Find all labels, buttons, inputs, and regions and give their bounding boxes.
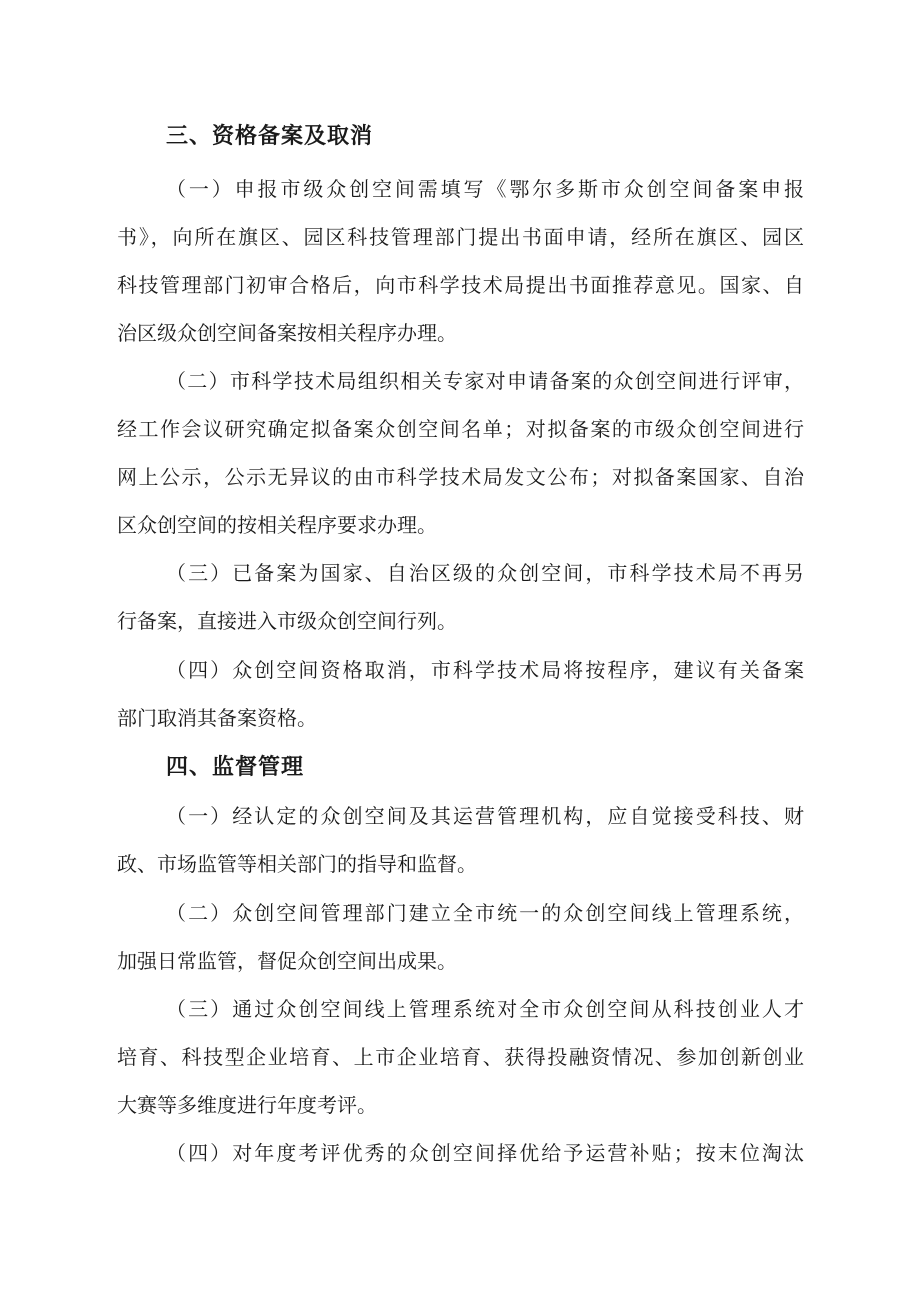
section-4-item-2-line-1: （二）众创空间管理部门建立全市统一的众创空间线上管理系统， (166, 901, 807, 925)
section-3-item-2-line-3: 网上公示，公示无异议的由市科学技术局发文公布；对拟备案国家、自治 (117, 465, 806, 489)
section-3-heading: 三、资格备案及取消 (166, 124, 374, 149)
section-3-item-2-line-2: 经工作会议研究确定拟备案众创空间名单；对拟备案的市级众创空间进行 (117, 417, 806, 441)
section-4-item-1-line-1: （一）经认定的众创空间及其运营管理机构，应自觉接受科技、财 (166, 804, 807, 828)
section-3-item-3-line-2: 行备案，直接进入市级众创空间行列。 (117, 609, 457, 633)
section-3-item-1-line-3: 科技管理部门初审合格后，向市科学技术局提出书面推荐意见。国家、自 (117, 273, 806, 297)
section-3-item-2-line-1: （二）市科学技术局组织相关专家对申请备案的众创空间进行评审， (166, 369, 806, 393)
section-3-item-1-line-4: 治区级众创空间备案按相关程序办理。 (117, 321, 457, 345)
section-3-item-3-line-1: （三）已备案为国家、自治区级的众创空间，市科学技术局不再另 (166, 561, 807, 585)
section-3-item-2-line-4: 区众创空间的按相关程序要求办理。 (117, 513, 437, 537)
section-4-item-4-line-1: （四）对年度考评优秀的众创空间择优给予运营补贴；按末位淘汰 (166, 1141, 807, 1165)
section-4-item-3-line-2: 培育、科技型企业培育、上市企业培育、获得投融资情况、参加创新创业 (117, 1045, 806, 1069)
section-4-item-2-line-2: 加强日常监管，督促众创空间出成果。 (117, 949, 457, 973)
section-4-item-3-line-3: 大赛等多维度进行年度考评。 (117, 1093, 377, 1117)
section-3-item-4-line-1: （四）众创空间资格取消，市科学技术局将按程序，建议有关备案 (166, 658, 807, 682)
section-4-heading: 四、监督管理 (166, 755, 305, 780)
section-4-item-1-line-2: 政、市场监管等相关部门的指导和监督。 (117, 852, 477, 876)
section-4-item-3-line-1: （三）通过众创空间线上管理系统对全市众创空间从科技创业人才 (166, 997, 807, 1021)
section-3-item-1-line-2: 书》，向所在旗区、园区科技管理部门提出书面申请，经所在旗区、园区 (117, 225, 806, 249)
section-3-item-1-line-1: （一）申报市级众创空间需填写《鄂尔多斯市众创空间备案申报 (166, 177, 807, 201)
section-3-item-4-line-2: 部门取消其备案资格。 (117, 706, 317, 730)
